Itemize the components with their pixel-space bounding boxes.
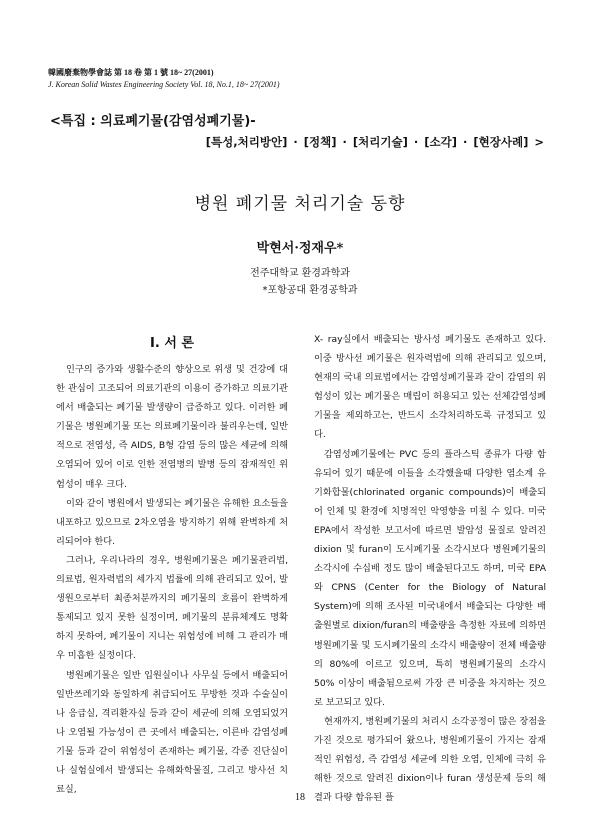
topic-closing-bracket: > [534, 135, 544, 149]
topic-policy: [정책] [303, 135, 337, 149]
paper-title: 병원 폐기물 처리기술 동향 [194, 194, 406, 214]
paper-authors: 박현서·정재우* [256, 241, 344, 256]
paragraph: 인구의 증가와 생활수준의 향상으로 위생 및 건강에 대한 관심이 고조되어 의료기관의 이용이 증가하고 의료기관에서 배출되는 폐기물 발생량이 급증하고 있다. 이러한 폐기물은 병원폐기물 또는 의료폐기물이라 불리우는데, 일반적으로 전염성, 즉 AIDS, B형 감염 등의 많은 세균에 의해 오염되어 있어 이로 인한 전염병의 발병 등의 잠재적인 위험성이 매우 크다. [56, 364, 288, 490]
special-issue-topics [205, 134, 545, 150]
special-issue-heading: <특집 : 의료폐기물(감염성폐기물)- [50, 114, 256, 129]
paragraph: 병원폐기물은 일반 입원실이나 사무실 등에서 배출되어 일반쓰레기와 동일하게 취급되어도 무방한 것과 수술실이나 응급실, 격리환자실 등과 같이 세균에 의해 오염되었거나 오염될 가능성이 큰 곳에서 배출되는, 이른바 감염성폐기물 등과 같이 위험성이 존재하는 폐기물, 각종 진단실이나 실험실에서 발생되는 유해화학물질, 그리고 방사선 치료실, [56, 669, 288, 796]
topic-separator: · [293, 135, 298, 149]
page-number: 18 [295, 792, 305, 803]
paragraph: 감염성폐기물에는 PVC 등의 플라스틱 종류가 다량 함유되어 있기 때문에 이들을 소각했을때 다양한 염소계 유기화합물(chlorinated organic compounds)이 배출되어 인체 및 환경에 치명적인 악영향을 미칠 수 있다. 미국 EPA에서 작성한 보고서에 따르면 발암성 물질로 알려진 dixion 및 furan이 도시폐기물 소각시보다 병원폐기물의 소각시에 수십배 정도 많이 배출된다고도 하며, 미국 EPA와 CPNS (Center for the Biology of Natural System)에 의해 조사된 미국내에서 배출되는 다양한 배출원별로 dixion/furan의 배출량을 측정한 자료에 의하면 병원폐기물 및 도시폐기물의 소각시 배출량이 전체 배출량의 80%에 이르고 있으며, 특히 병원폐기물의 소각시 50% 이상이 배출됨으로써 가장 큰 비중을 차지하는 것으로 보고되고 있다. [314, 448, 546, 708]
topic-incineration: [소각] [424, 135, 457, 149]
topic-treatment-technology: [처리기술] [352, 135, 408, 149]
topic-separator: · [342, 135, 347, 149]
affiliation-jeonju: 전주대학교 환경과학과 [250, 268, 350, 279]
topic-case-study: [현장사례] [473, 135, 529, 149]
paragraph: 그러나, 우리나라의 경우, 병원폐기물은 폐기물관리법, 의료법, 원자력법의 세가지 법률에 의해 관리되고 있어, 발생원으로부터 최종처분까지의 폐기물의 흐름이 완벽하게 통제되고 있지 못한 실정이며, 폐기물의 분류체계도 명확하지 못하여, 폐기물이 지니는 위험성에 비해 그 관리가 매우 미흡한 실정이다. [56, 554, 288, 662]
section-title-introduction: Ⅰ. 서 론 [150, 336, 194, 351]
affiliation-postech: *포항공대 환경공학과 [262, 285, 358, 296]
journal-header-korean: 韓國廢棄物學會誌 第 18 卷 第 1 號 18~ 27(2001) [48, 68, 214, 77]
journal-header-english: J. Korean Solid Wastes Engineering Society Vol. 18, No.1, 18~ 27(2001) [48, 80, 280, 89]
topic-separator: · [413, 135, 419, 149]
topic-characteristics: [특성,처리방안] [205, 135, 288, 149]
left-column [56, 330, 288, 799]
right-column [314, 330, 546, 807]
topic-separator: · [463, 135, 468, 149]
paragraph: X- ray실에서 배출되는 방사성 폐기물도 존재하고 있다. 이중 방사선 폐기물은 원자력법에 의해 관리되고 있으며, 현재의 국내 의료법에서는 감염성폐기물과 같이 감염의 위험성이 있는 폐기물은 매립이 허용되고 있는 선체감염성폐기물을 제외하고는, 반드시 소각처리하도록 규정되고 있다. [314, 334, 546, 441]
paragraph: 이와 같이 병원에서 발생되는 폐기물은 유해한 요소들을 내포하고 있으므로 2차오염을 방지하기 위해 완벽하게 처리되어야 한다. [56, 497, 288, 547]
paragraph: 현재까지, 병원폐기물의 처리시 소각공정이 많은 장점을 가진 것으로 평가되어 왔으나, 병원폐기물이 가지는 잠재적인 위험성, 즉 감염성 세균에 의한 오염, 인체에 극히 유해한 것으로 알려진 dixion이나 furan 생성문제 등의 해결과 다량 함유된 플 [314, 715, 546, 804]
